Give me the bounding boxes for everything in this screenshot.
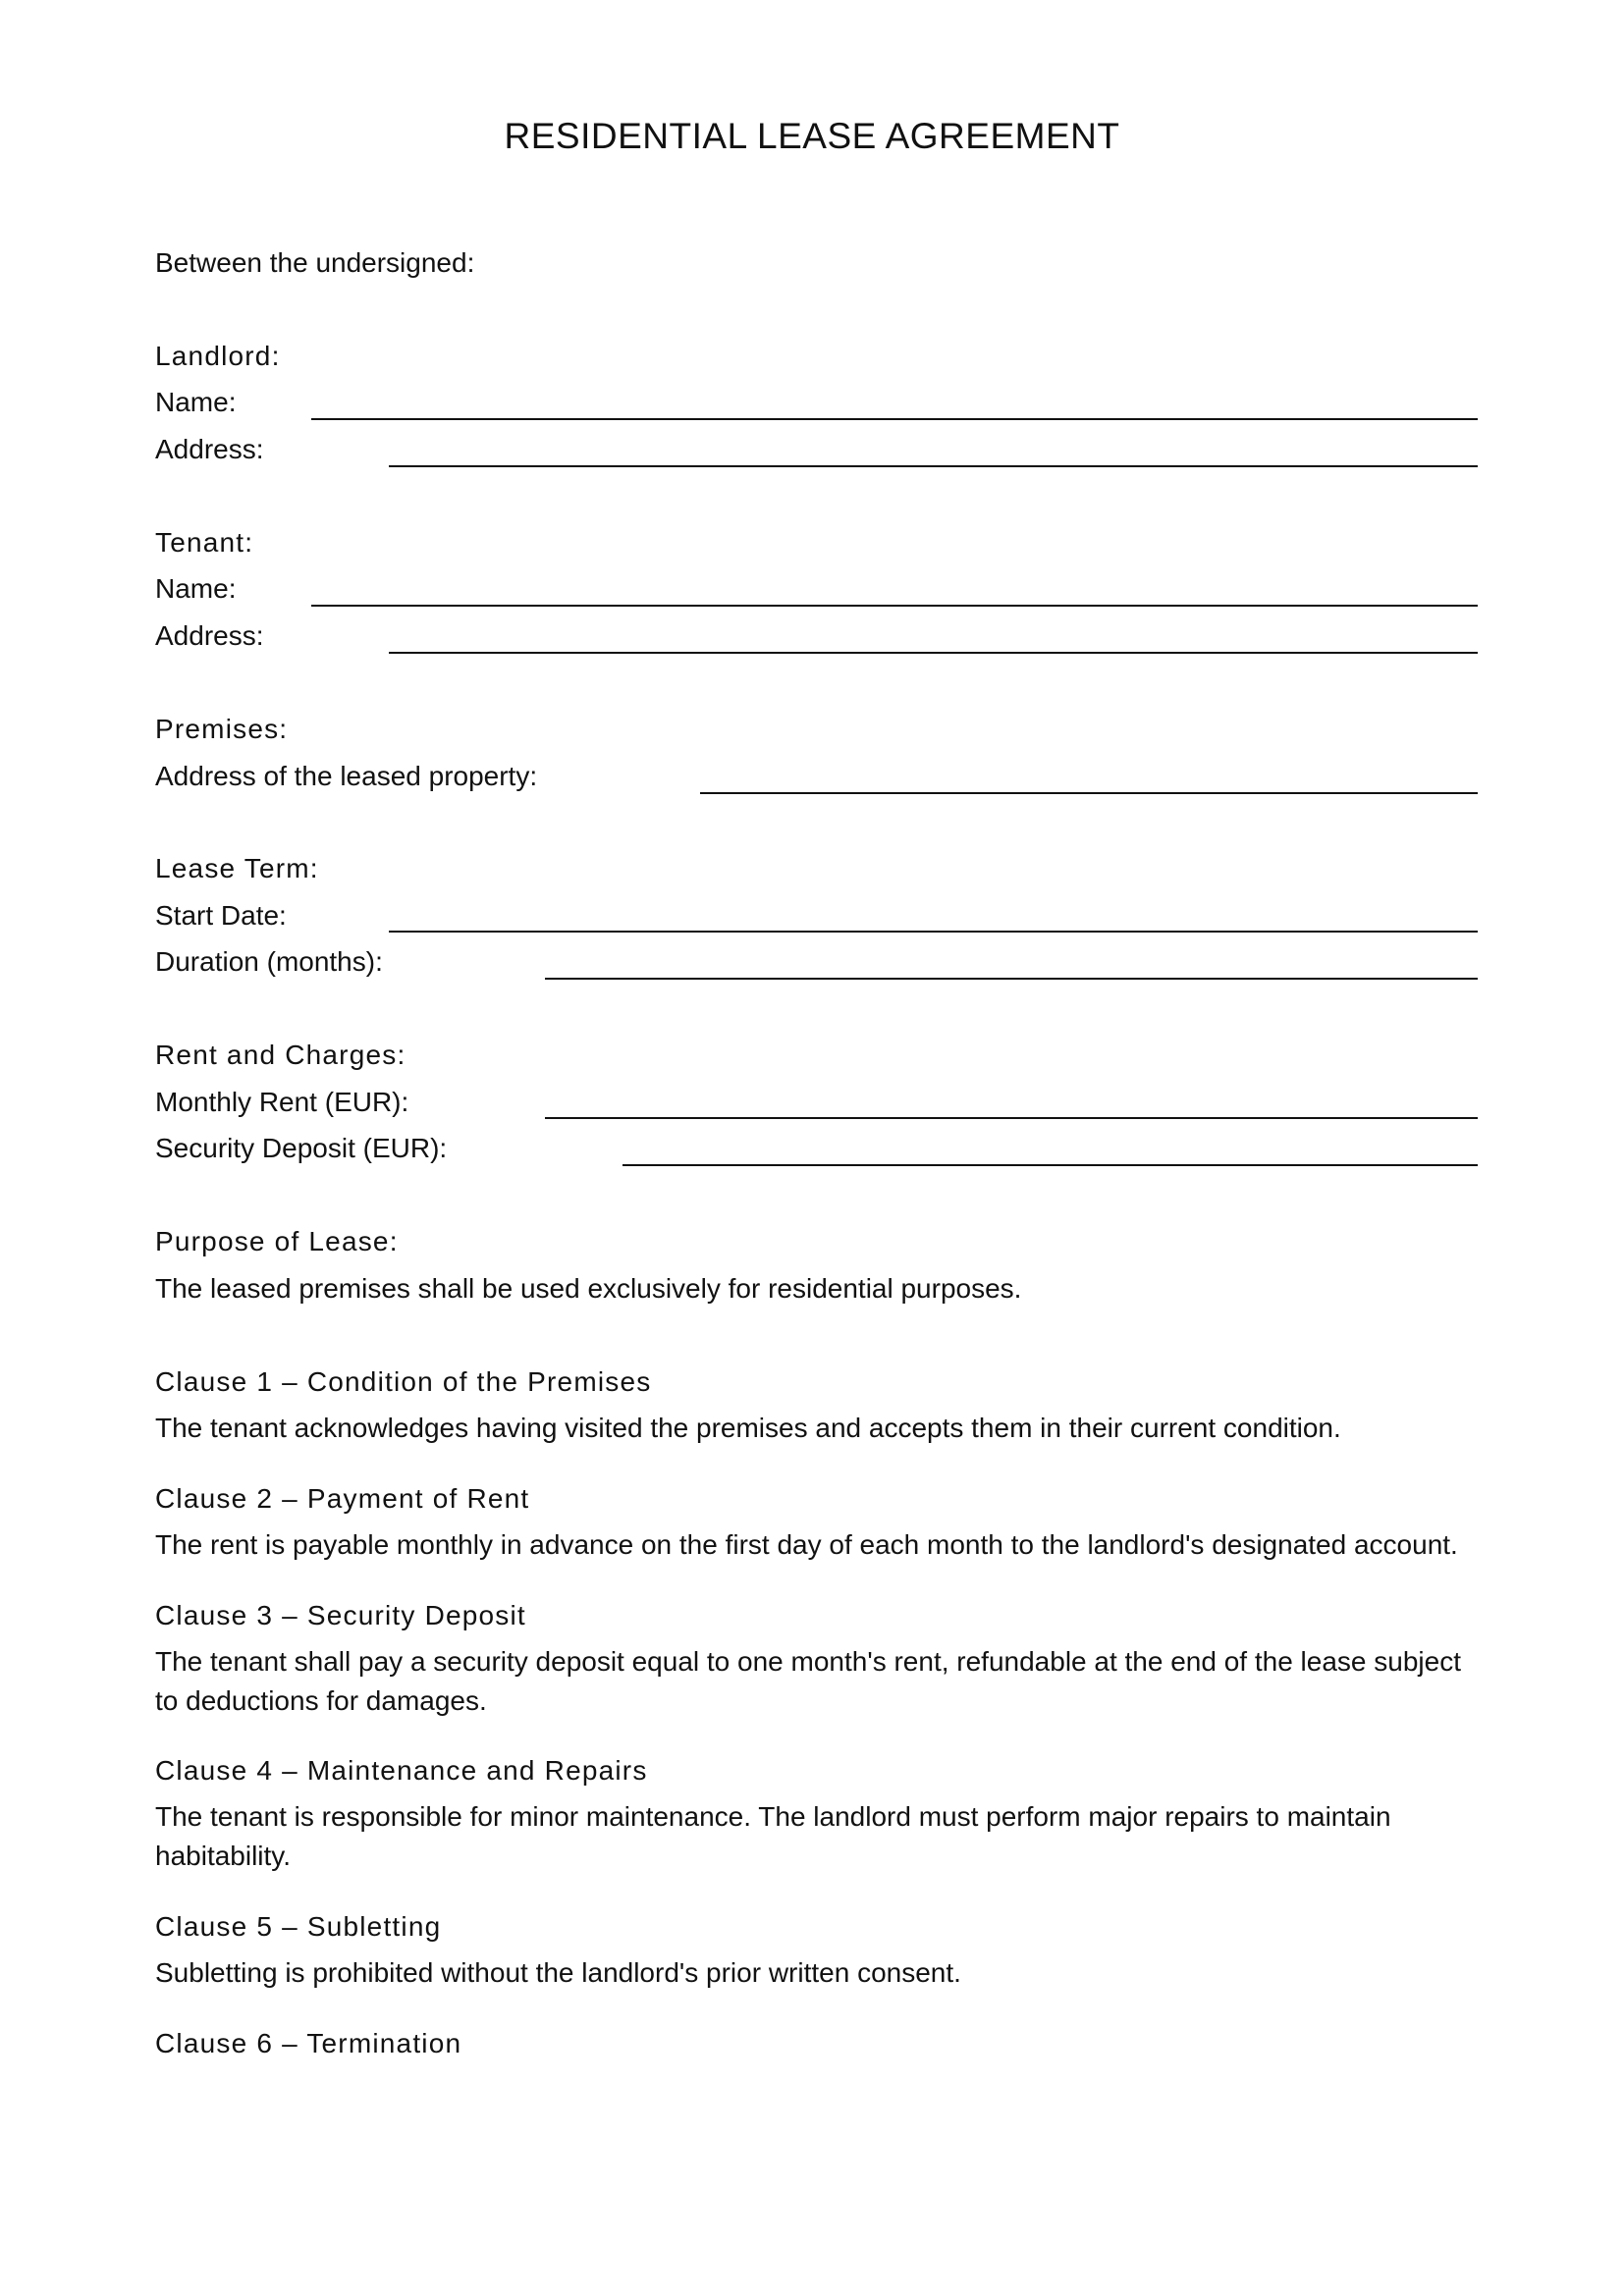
clause-3-text: The tenant shall pay a security deposit equal to one month's rent, refundable at the end of the lease subject to deductions for damages. xyxy=(155,1646,1461,1716)
monthly-rent-label: Monthly Rent (EUR): xyxy=(155,1087,409,1117)
clause-4-heading: Clause 4 – Maintenance and Repairs xyxy=(155,1755,648,1786)
security-deposit-field[interactable] xyxy=(623,1164,1478,1166)
tenant-address-field[interactable] xyxy=(389,652,1478,654)
duration-field[interactable] xyxy=(545,978,1478,980)
start-date-field[interactable] xyxy=(389,931,1478,933)
clause-1-text: The tenant acknowledges having visited the premises and accepts them in their current condition. xyxy=(155,1413,1341,1443)
clause-4-text: The tenant is responsible for minor maintenance. The landlord must perform major repairs to maintain habitability. xyxy=(155,1801,1391,1871)
tenant-name-field[interactable] xyxy=(311,605,1478,607)
landlord-address-field[interactable] xyxy=(389,465,1478,467)
landlord-heading: Landlord: xyxy=(155,341,281,371)
monthly-rent-field[interactable] xyxy=(545,1117,1478,1119)
start-date-label: Start Date: xyxy=(155,900,287,931)
landlord-name-field[interactable] xyxy=(311,418,1478,420)
document-title: RESIDENTIAL LEASE AGREEMENT xyxy=(504,116,1120,156)
tenant-name-label: Name: xyxy=(155,573,237,604)
clause-1-heading: Clause 1 – Condition of the Premises xyxy=(155,1366,652,1397)
security-deposit-label: Security Deposit (EUR): xyxy=(155,1133,448,1163)
premises-address-field[interactable] xyxy=(700,792,1478,794)
rent-heading: Rent and Charges: xyxy=(155,1040,406,1070)
tenant-address-label: Address: xyxy=(155,620,264,651)
clause-5-text: Subletting is prohibited without the landlord's prior written consent. xyxy=(155,1957,961,1988)
premises-heading: Premises: xyxy=(155,714,289,744)
landlord-name-label: Name: xyxy=(155,387,237,417)
clause-3-heading: Clause 3 – Security Deposit xyxy=(155,1600,526,1630)
clause-2-text: The rent is payable monthly in advance on the first day of each month to the landlord's designated account. xyxy=(155,1529,1458,1560)
purpose-heading: Purpose of Lease: xyxy=(155,1226,399,1256)
premises-address-label: Address of the leased property: xyxy=(155,761,538,791)
clause-2-heading: Clause 2 – Payment of Rent xyxy=(155,1483,530,1514)
tenant-heading: Tenant: xyxy=(155,527,254,558)
duration-label: Duration (months): xyxy=(155,946,383,977)
clause-6-heading: Clause 6 – Termination xyxy=(155,2028,462,2058)
landlord-address-label: Address: xyxy=(155,434,264,464)
clause-5-heading: Clause 5 – Subletting xyxy=(155,1911,442,1942)
purpose-text: The leased premises shall be used exclusively for residential purposes. xyxy=(155,1273,1022,1304)
intro-text: Between the undersigned: xyxy=(155,247,475,278)
lease-term-heading: Lease Term: xyxy=(155,853,319,883)
